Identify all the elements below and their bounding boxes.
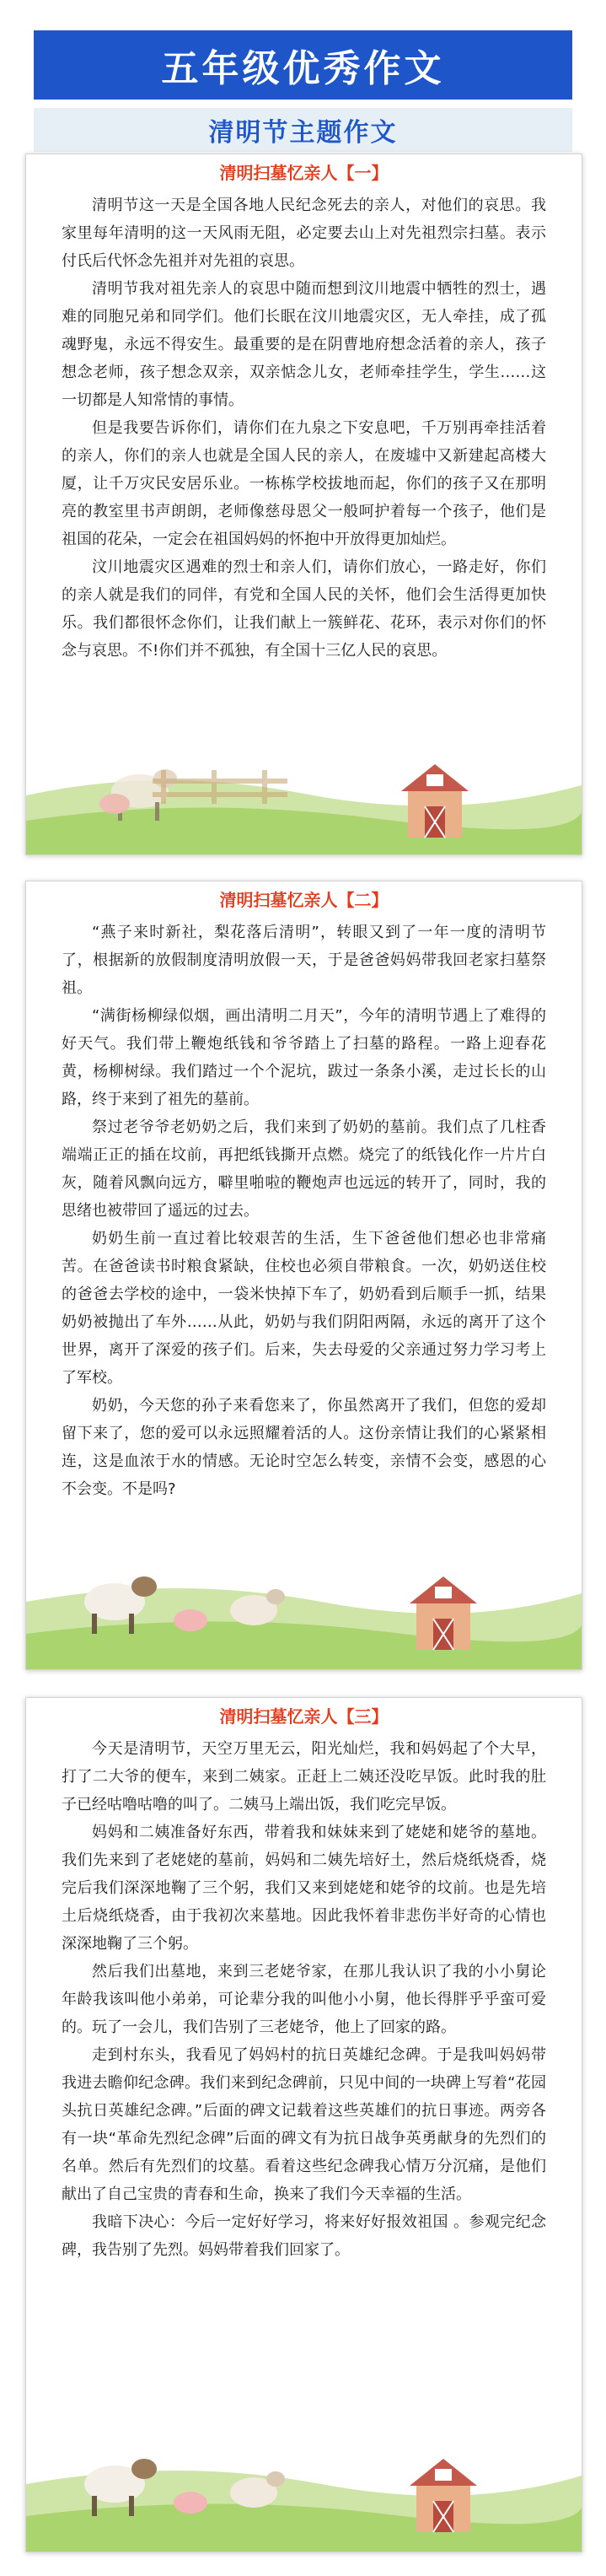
paragraph: 奶奶生前一直过着比较艰苦的生活，生下爸爸他们想必也非常痛苦。在爸爸读书时粮食紧缺，住校也必须自带粮食。一次，奶奶送住校的爸爸去学校的途中，一袋米快掉下车了，奶奶看到后顺手一抓，结果奶奶被抛出了车外……从此，奶奶与我们阴阳两隔，永远的离开了这个世界，离开了深爱的孩子们。后来，失去母爱的父亲通过努力学习考上了军校。 — [62, 1230, 546, 1387]
paragraph: 妈妈和二姨准备好东西，带着我和妹妹来到了姥姥和姥爷的墓地。我们先来到了老姥姥的墓前，妈妈和二姨先培好土，然后烧纸烧香，烧完后我们深深地鞠了三个躬，我们又来到姥姥和姥爷的坟前。也是先培土后烧纸烧香，由于我初次来墓地。因此我怀着非悲伤半好奇的心情也深深地鞠了三个躬。 — [62, 1824, 546, 1953]
paragraph: 但是我要告诉你们，请你们在九泉之下安息吧，千万别再牵挂活着的亲人，你们的亲人也就是全国人民的亲人，在废墟中又新建起高楼大厦，让千万灾民安居乐业。一栋栋学校拔地而起，你们的孩子又在那明亮的教室里书声朗朗，老师像慈母恩父一般呵护着每一个孩子，他们是祖国的花朵，一定会在祖国妈妈的怀抱中开放得更加灿烂。 — [62, 419, 546, 548]
paragraph: “燕子来时新社，梨花落后清明”，转眼又到了一年一度的清明节了，根据新的放假制度清明放假一天，于是爸爸妈妈带我回老家扫墓祭祖。 — [62, 924, 546, 997]
essay-card-1 — [25, 154, 582, 855]
paragraph: 今天是清明节，天空万里无云，阳光灿烂，我和妈妈起了个大早，打了二大爷的便车，来到二姨家。正赶上二姨还没吃早饭。此时我的肚子已经咕噜咕噜的叫了。二姨马上端出饭，我们吃完早饭。 — [62, 1740, 546, 1813]
paragraph: 走到村东头，我看见了妈妈村的抗日英雄纪念碑。于是我叫妈妈带我进去瞻仰纪念碑。我们来到纪念碑前，只见中间的一块碑上写着“花园头抗日英雄纪念碑。”后面的碑文记载着这些英雄们的抗日事迹。两旁各有一块“革命先烈纪念碑”后面的碑文有为抗日战争英勇献身的先烈们的名单。然后有先烈们的坟墓。看着这些纪念碑我心情万分沉痛，是他们献出了自己宝贵的青春和生命，换来了我们今天幸福的生活。 — [62, 2046, 546, 2203]
paragraph: 清明节这一天是全国各地人民纪念死去的亲人，对他们的哀思。我家里每年清明的这一天风雨无阻，必定要去山上对先祖烈宗扫墓。表示付氏后代怀念先祖并对先祖的哀思。 — [62, 197, 546, 270]
paragraph: 奶奶，今天您的孙子来看您来了，你虽然离开了我们，但您的爱却留下来了，您的爱可以永远照耀着活的人。这份亲情让我们的心紧紧相连，这是血浓于水的情感。无论时空怎么转变，亲情不会变，感恩的心不会变。不是吗? — [62, 1397, 546, 1498]
farm-scene-illustration — [26, 2383, 582, 2552]
farm-scene-illustration — [26, 686, 582, 854]
paragraph: 祭过老爷爷老奶奶之后，我们来到了奶奶的墓前。我们点了几柱香端端正正的插在坟前，再把纸钱撕开点燃。烧完了的纸钱化作一片片白灰，随着风飘向远方，噼里啪啦的鞭炮声也远远的转开了，同时，我的思绪也被带回了遥远的过去。 — [62, 1118, 546, 1220]
section-title: 清明扫墓忆亲人【三】 — [219, 1706, 389, 1727]
section-title: 清明扫墓忆亲人【一】 — [219, 163, 389, 183]
paragraph: 汶川地震灾区遇难的烈士和亲人们，请你们放心，一路走好，你们的亲人就是我们的同伴，有党和全国人民的关怀，他们会生活得更加快乐。我们都很怀念你们，让我们献上一簇鲜花、花环，表示对你们的怀念与哀思。不!你们并不孤独，有全国十三亿人民的哀思。 — [62, 558, 546, 660]
paragraph: 然后我们出墓地，来到三老姥爷家，在那儿我认识了我的小小舅论年龄我该叫他小弟弟，可论辈分我的叫他小小舅，他长得胖乎乎蛮可爱的。玩了一会儿，我们告别了三老姥爷，他上了回家的路。 — [62, 1963, 546, 2036]
essay-card-2 — [25, 881, 582, 1670]
paragraph: 我暗下决心：今后一定好好学习，将来好好报效祖国 。参观完纪念碑，我告别了先烈。妈妈带着我们回家了。 — [62, 2213, 546, 2259]
page-subtitle: 清明节主题作文 — [34, 108, 572, 152]
farm-scene-illustration — [26, 1501, 582, 1669]
paragraph: “满街杨柳绿似烟，画出清明二月天”，今年的清明节遇上了难得的好天气。我们带上鞭炮纸钱和爷爷踏上了扫墓的路程。一路上迎春花黄，杨柳树绿。我们踏过一个个泥坑，跋过一条条小溪，走过长长的山路，终于来到了祖先的墓前。 — [62, 1007, 546, 1108]
essay-card-3 — [25, 1697, 582, 2552]
section-title: 清明扫墓忆亲人【二】 — [219, 890, 389, 910]
page-title: 五年级优秀作文 — [34, 30, 572, 100]
paragraph: 清明节我对祖先亲人的哀思中随而想到汶川地震中牺牲的烈士，遇难的同胞兄弟和同学们。他们长眠在汶川地震灾区，无人牵挂，成了孤魂野鬼，永远不得安生。最重要的是在阴曹地府想念活着的亲人，孩子想念老师，孩子想念双亲，双亲惦念儿女，老师牵挂学生，学生……这一切都是人知常情的事情。 — [62, 280, 546, 409]
